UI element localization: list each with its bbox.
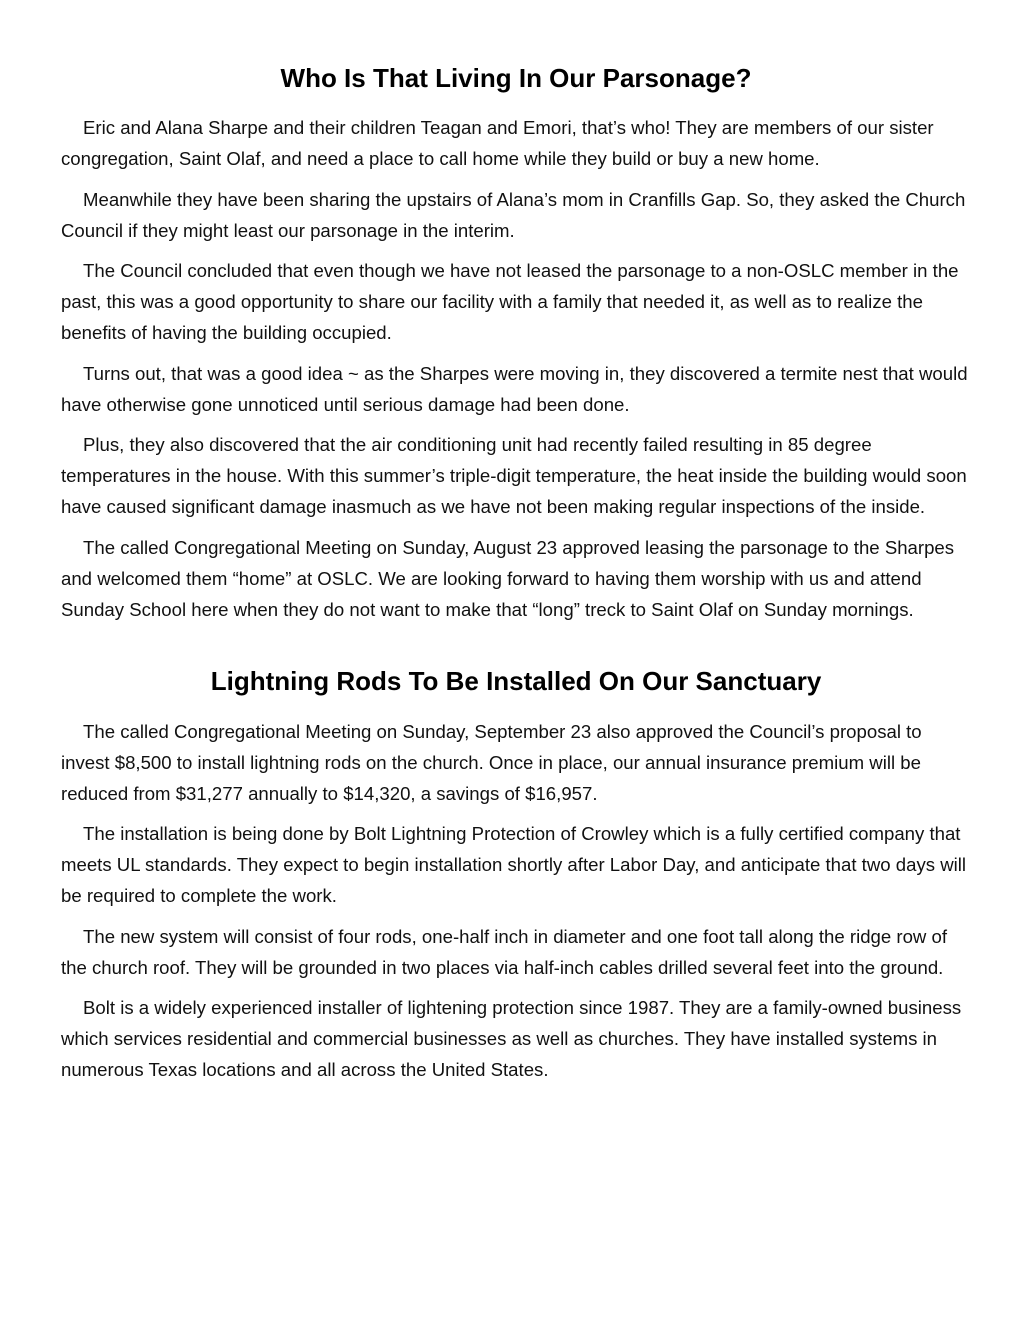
article-paragraph: Turns out, that was a good idea ~ as the Sharpes were moving in, they discovered a termite nest that would have otherwise gone unnoticed until serious damage had been done. — [61, 362, 968, 415]
article-paragraph: The called Congregational Meeting on Sunday, September 23 also approved the Council’s proposal to invest $8,500 to install lightning rods on the church. Once in place, our annual insurance premium will be reduced from $31,277 annually to $14,320, a savings of $16,957. — [61, 720, 922, 804]
article-paragraph: Eric and Alana Sharpe and their children Teagan and Emori, that’s who! They are members of our sister congregation, Saint Olaf, and need a place to call home while they build or buy a new home. — [61, 117, 934, 169]
article-paragraph: The Council concluded that even though we have not leased the parsonage to a non-OSLC member in the past, this was a good opportunity to share our facility with a family that needed it, as well as to realize the benefits of having the building occupied. — [61, 260, 959, 343]
parsonage-article — [61, 0, 971, 625]
lightning-rods-article — [61, 625, 971, 1086]
article-paragraph: The called Congregational Meeting on Sunday, August 23 approved leasing the parsonage to the Sharpes and welcomed them “home” at OSLC. We are looking forward to having them worship with us and attend Sunday School here when they do not want to make that “long” treck to Saint Olaf on Sunday mornings. — [61, 536, 955, 620]
article-paragraph: Bolt is a widely experienced installer of lightening protection since 1987. They are a family-owned business which services residential and commercial businesses as well as churches. They have installed systems in numerous Texas locations and all across the United States. — [61, 997, 962, 1080]
article-paragraph: The new system will consist of four rods, one-half inch in diameter and one foot tall along the ridge row of the church roof. They will be grounded in two places via half-inch cables drilled several feet into the ground. — [61, 925, 948, 978]
article-paragraph: Meanwhile they have been sharing the upstairs of Alana’s mom in Cranfills Gap. So, they asked the Church Council if they might least our parsonage in the interim. — [61, 188, 966, 241]
lightning-rods-article-title: Lightning Rods To Be Installed On Our Sanctuary — [210, 665, 822, 696]
parsonage-article-title: Who Is That Living In Our Parsonage? — [280, 63, 752, 93]
article-paragraph: The installation is being done by Bolt Lightning Protection of Crowley which is a fully certified company that meets UL standards. They expect to begin installation shortly after Labor Day, and anticipate that two days will be required to complete the work. — [61, 823, 967, 906]
article-paragraph: Plus, they also discovered that the air conditioning unit had recently failed resulting in 85 degree temperatures in the house. With this summer’s triple-digit temperature, the heat inside the building would soon have caused significant damage inasmuch as we have not been making regular inspections of the inside. — [61, 434, 967, 517]
